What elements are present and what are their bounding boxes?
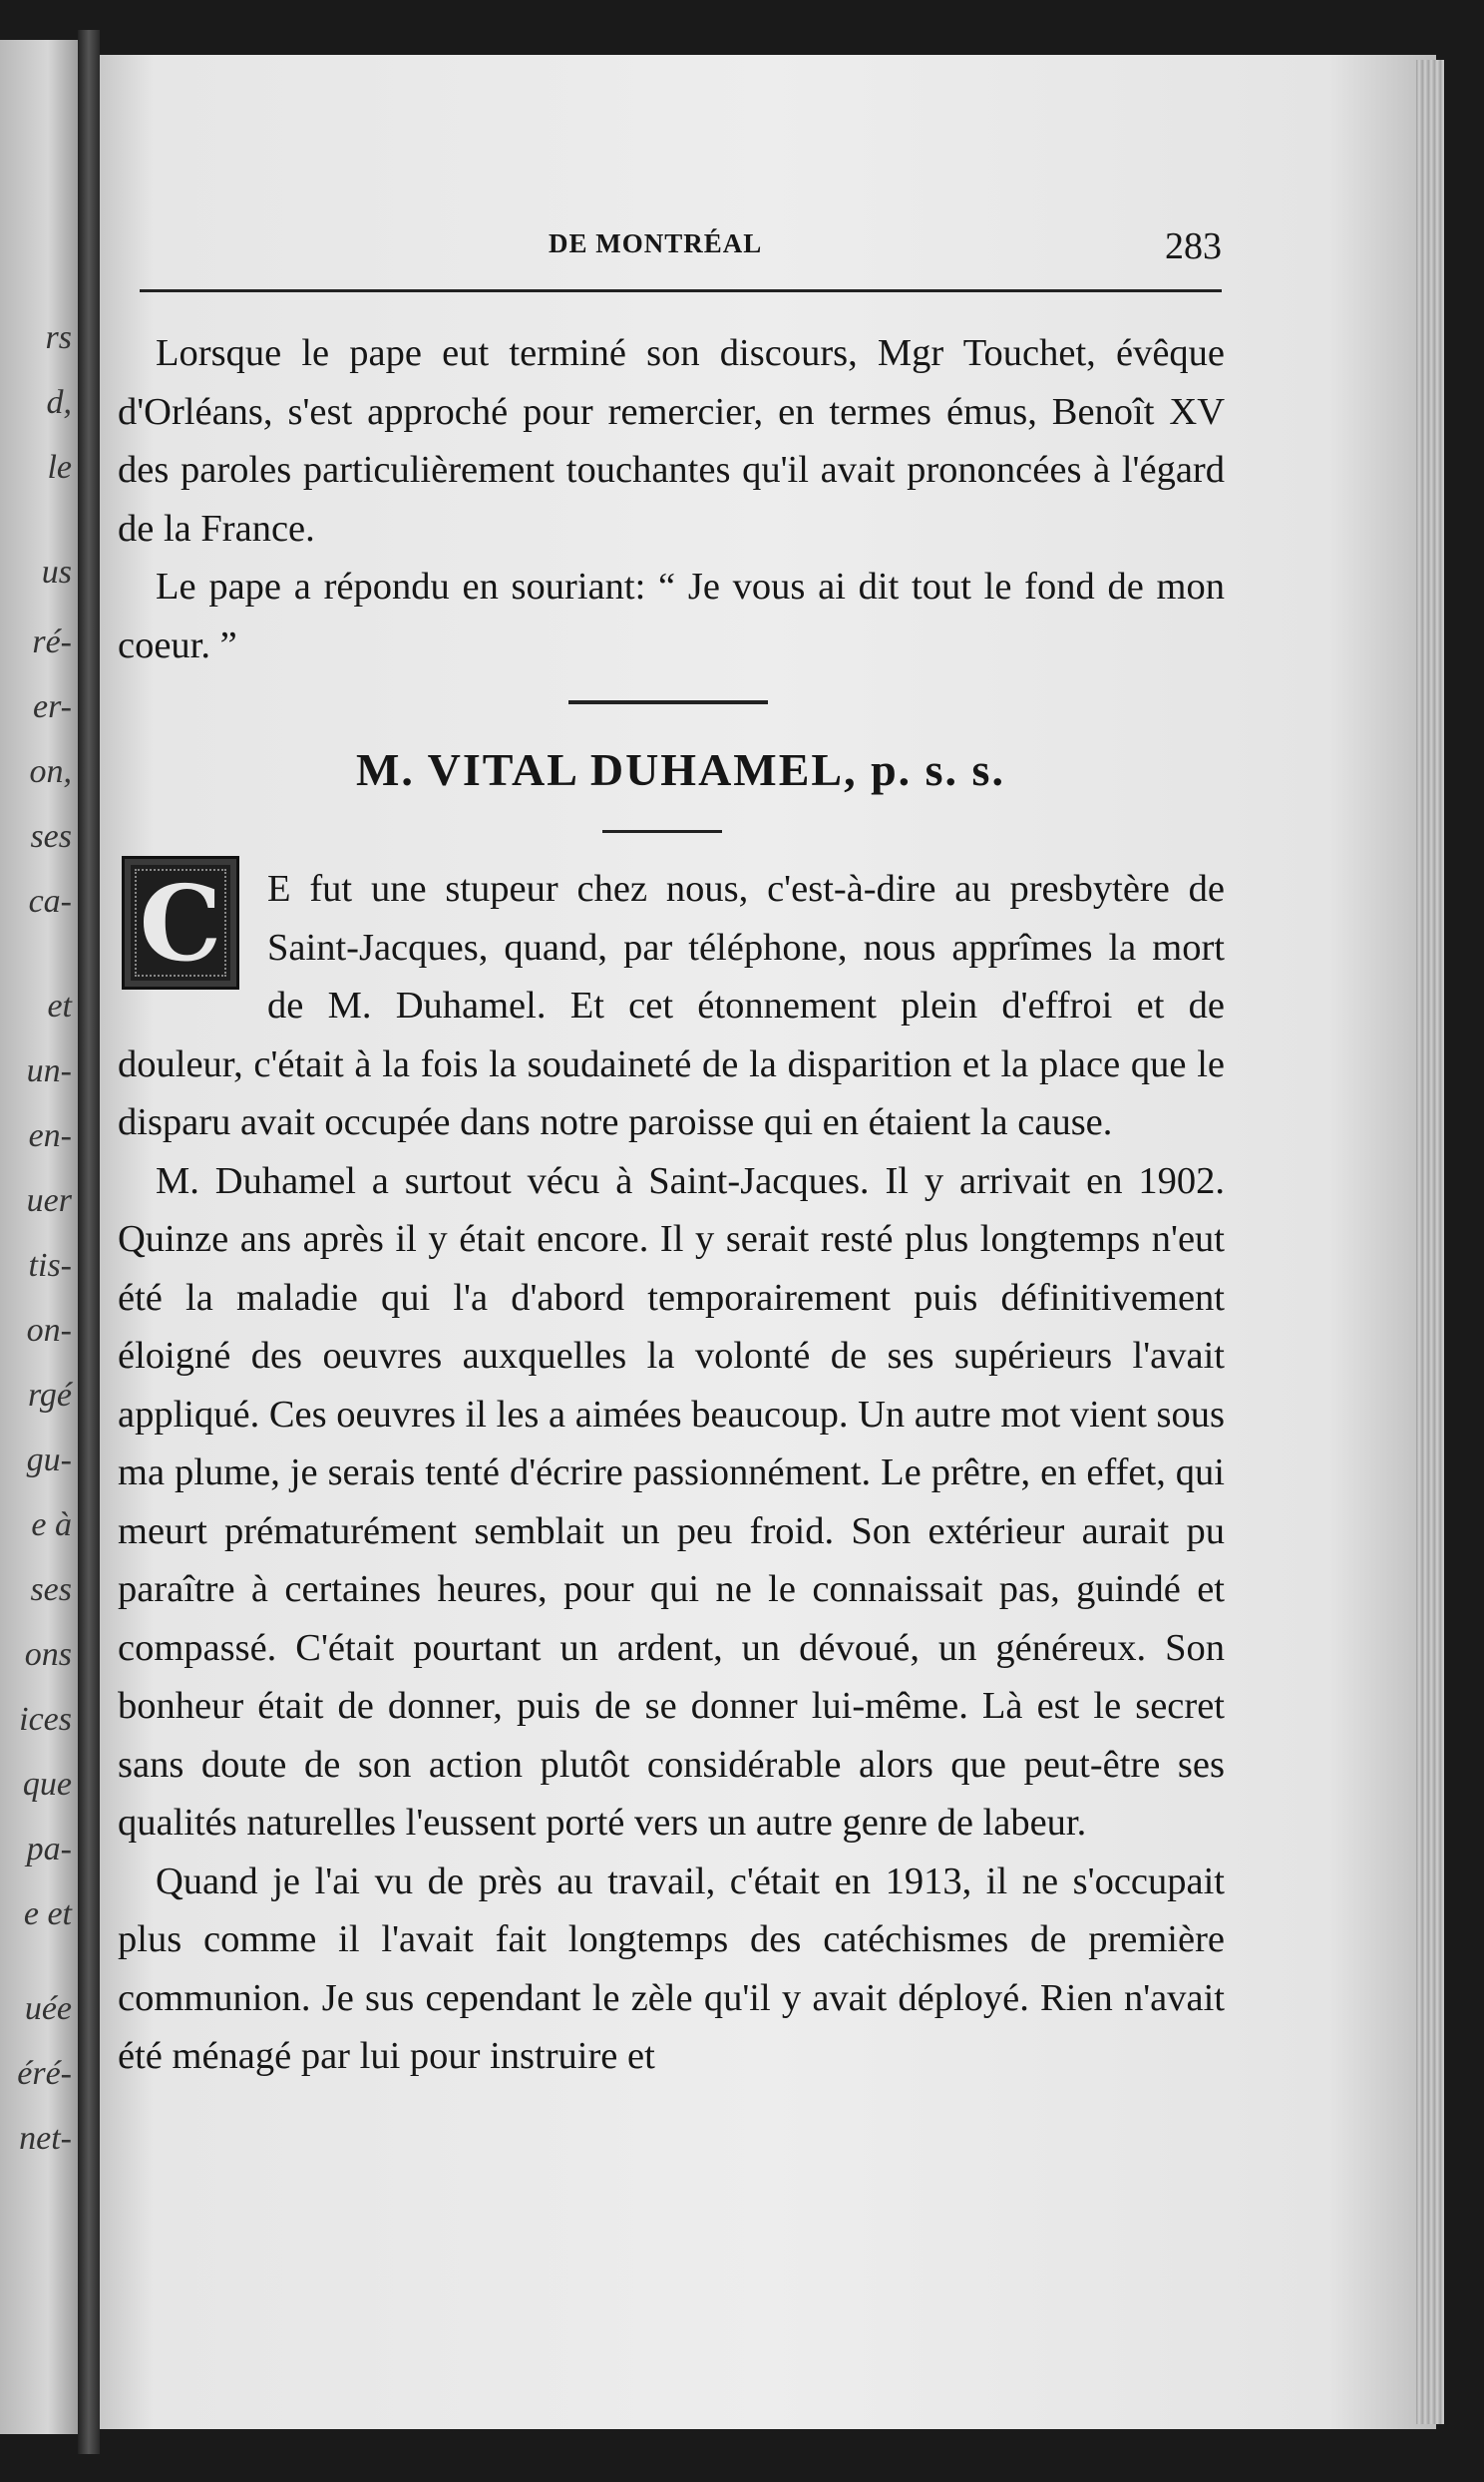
facing-page-fragment: que [22,1766,72,1803]
facing-page-fragment: d, [46,384,72,421]
facing-page-fragment: ses [30,1571,72,1608]
intro-paragraph-2: Le pape a répondu en souriant: “ Je vous ai dit tout le fond de mon coeur. ” [118,566,1225,666]
section-text [118,860,1225,2086]
facing-page-fragment: rs [45,319,72,356]
facing-page-fragment: pa- [26,1831,72,1867]
intro-text [118,324,1225,674]
facing-page-fragment: gu- [26,1442,72,1478]
section-title: M. VITAL DUHAMEL, p. s. s. [356,744,1005,795]
facing-page-fragment: en- [28,1117,72,1154]
facing-page-fragment: e à [31,1506,72,1543]
page-number: 283 [1165,225,1222,267]
section-paragraph-3: Quand je l'ai vu de près au travail, c'était en 1913, il ne s'occupait plus comme il l'avait fait longtemps des catéchismes de première communion. Je sus cependant le zèle qu'il y avait déployé. Rien n'avait été ménagé par lui pour instruire et [118,1860,1225,2077]
book-gutter [78,30,100,2454]
dropcap-space [118,860,267,1032]
page-edges [1416,60,1444,2424]
facing-page-fragment: tis- [28,1247,72,1284]
dropcap-letter: C [139,861,222,985]
facing-page-fragment: ons [24,1636,72,1673]
facing-page-strip [0,40,80,2434]
facing-page-fragment: éré- [17,2055,72,2092]
section-paragraph-2: M. Duhamel a surtout vécu à Saint-Jacques. Il y arrivait en 1902. Quinze ans après il y était encore. Il y serait resté plus longtemps n'eut été la maladie qui l'a d'abord temporairement puis définitivement éloigné des oeuvres auxquelles la volonté de ses supérieurs l'avait appliqué. Ces oeuvres il les a aimées beaucoup. Un autre mot vient sous ma plume, je serais tenté d'écrire passionnément. Le prêtre, en effet, qui meurt prématurément semblait un peu froid. Son extérieur aurait pu paraître à certaines heures, pour qui ne le connaissait pas, guindé et compassé. C'était pourtant un ardent, un dévoué, un généreux. Son bonheur était de donner, puis de se donner lui-même. Là est le secret sans doute de son action plutôt considérable alors que peut-être ses qualités naturelles l'eussent porté vers un autre genre de labeur. [118,1159,1225,1844]
facing-page-fragment: et [47,988,72,1025]
intro-paragraph-1: Lorsque le pape eut terminé son discours, Mgr Touchet, évêque d'Orléans, s'est approché pour remercier, en termes émus, Benoît XV des paroles particulièrement touchantes qu'il avait prononcées à l'égard de la France. [118,332,1225,550]
running-head: DE MONTRÉAL [549,228,763,258]
facing-page-fragment: ses [30,818,72,855]
facing-page-fragment: on- [26,1312,72,1349]
facing-page-fragment: uée [24,1990,72,2027]
page-header [140,224,1222,284]
facing-page-fragment: uer [26,1182,72,1219]
facing-page-fragment: us [41,554,72,591]
header-rule [140,289,1222,292]
facing-page-fragment: un- [26,1052,72,1089]
facing-page-fragment: on, [29,753,72,790]
facing-page-fragment: ré- [32,623,72,660]
section-separator [568,700,768,704]
facing-page-fragment: ices [19,1701,72,1738]
facing-page-fragment: e et [23,1895,72,1932]
title-underline [602,830,722,833]
facing-page-fragment: le [47,449,72,486]
facing-page-fragment: rgé [27,1377,72,1414]
section-paragraph-1-text: E fut une stupeur chez nous, c'est-à-dire au presbytère de Saint-Jacques, quand, par téléphone, nous apprîmes la mort de M. Duhamel. Et cet étonnement plein d'effroi et de douleur, c'était à la fois la soudaineté de la disparition et la place que le disparu avait occupée dans notre paroisse qui en étaient la cause. [118,868,1225,1143]
facing-page-fragment: er- [33,688,72,725]
facing-page-fragment: ca- [28,883,72,920]
facing-page-fragment: net- [19,2120,72,2157]
section-paragraph-1 [118,860,1225,1152]
